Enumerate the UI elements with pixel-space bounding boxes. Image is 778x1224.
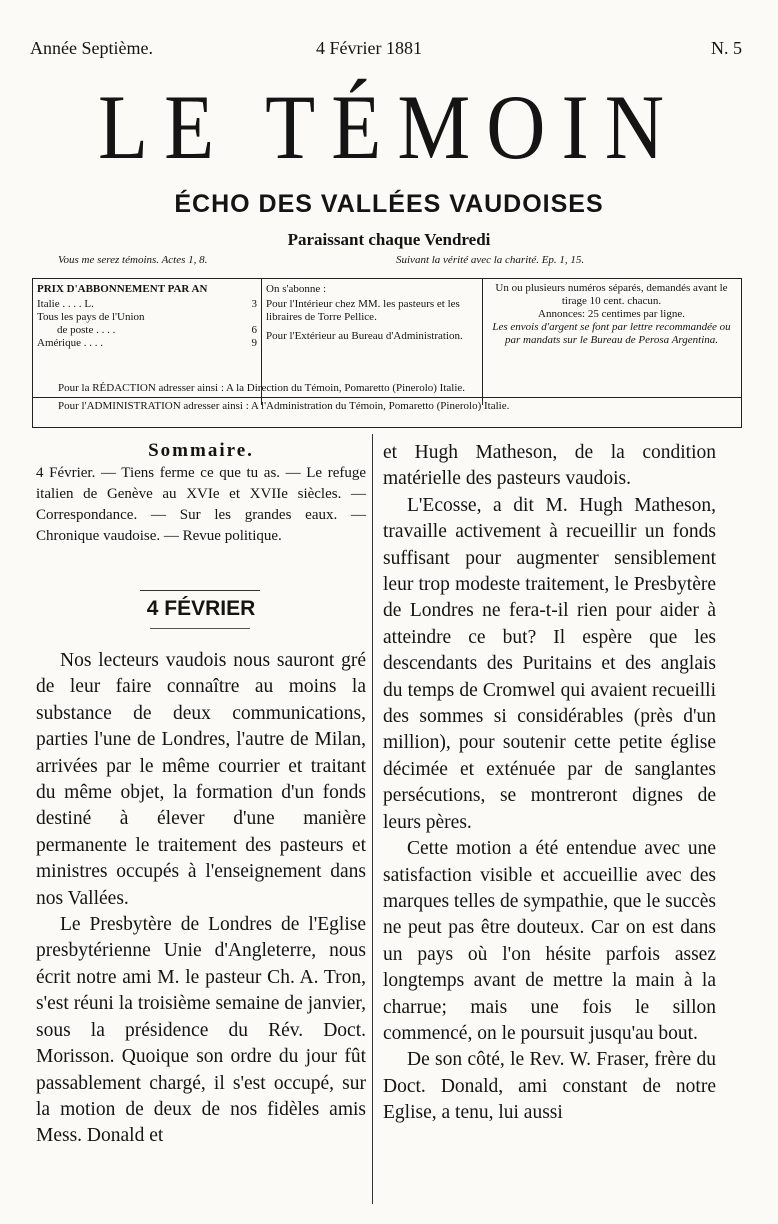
heading-rule xyxy=(140,590,260,591)
article-column-1 xyxy=(36,648,366,1150)
single-issues-note: Un ou plusieurs numéros séparés, demandés avant le tirage 10 cent. chacun. xyxy=(495,282,728,307)
year-label: Année Septième. xyxy=(30,38,153,58)
masthead-subtitle: ÉCHO DES VALLÉES VAUDOISES xyxy=(174,190,604,218)
box-divider xyxy=(33,397,741,398)
column-rule xyxy=(372,434,373,1204)
price-row: Tous les pays de l'Union xyxy=(37,311,145,323)
notes-column xyxy=(482,279,741,403)
advert-note: Annonces: 25 centimes par ligne. xyxy=(538,308,685,320)
motto-left: Vous me serez témoins. Actes 1, 8. xyxy=(58,254,208,266)
subscribe-interior: Pour l'Intérieur chez MM. les pasteurs et les libraires de Torre Pellice. xyxy=(266,298,460,323)
article-paragraph: Le Presbytère de Londres de l'Eglise presbytérienne Unie d'Angleterre, nous écrit notre ami M. le pasteur Ch. A. Tron, s'est réuni la troisième semaine de janvier, sous la présidence du Rév. Doct. Morisson. Quoique son ordre du jour fût passablement chargé, il s'est occupé, sur la motion de deux de nos fidèles amis Mess. Donald et xyxy=(36,914,366,1147)
article-paragraph: L'Ecosse, a dit M. Hugh Matheson, travaille activement à recueillir un fonds suffisant pour augmenter sensiblement leur trop modeste traitement, le Presbytère de Londres ne fera-t-il rien pour aider à atteindre ce but? Il espère que les descendants des Puritains et des anglais du temps de Cromwel qui avaient recueilli des sommes si considérables (près d'un million), pour soutenir cette petite église décimée et exténuée par de sanglantes persécutions, se montreront dignes de leurs pères. xyxy=(383,494,716,833)
issue-date: 4 Février 1881 xyxy=(316,38,422,58)
price-row: Italie . . . . L. 3 xyxy=(37,298,257,310)
summary-text: 4 Février. — Tiens ferme ce que tu as. — Le refuge italien de Genève au XVIe et XVIIe siècles. — Correspondance. — Sur les grandes eaux. — Chronique vaudoise. — Revue politique. xyxy=(36,465,366,544)
masthead-title: LE TÉMOIN xyxy=(97,76,681,179)
summary-title: Sommaire. xyxy=(148,440,254,461)
administration-address: Pour l'ADMINISTRATION adresser ainsi : A l'Administration du Témoin, Pomaretto (Pinerolo) Italie. xyxy=(58,400,510,412)
payment-note: Les envois d'argent se font par lettre recommandée ou par mandats sur le Bureau de Perosa Argentina. xyxy=(492,321,731,346)
article-heading: 4 FÉVRIER xyxy=(146,597,256,620)
article-paragraph: Cette motion a été entendue avec une satisfaction visible et accueillie avec des marques telles de sympathie, que le succès ne peut pas être douteux. Car on est dans un pays où l'on hésite parfois assez longtemps avant de mettre la main à la charrue; mais une fois le sillon commencé, on le poursuit jusqu'au bout. xyxy=(383,838,717,1044)
heading-underline xyxy=(150,628,250,629)
subscribe-exterior: Pour l'Extérieur au Bureau d'Administration. xyxy=(266,330,463,342)
price-title: PRIX D'ABBONNEMENT PAR AN xyxy=(37,283,208,295)
summary-block xyxy=(36,440,366,547)
periodicity: Paraissant chaque Vendredi xyxy=(287,230,491,249)
article-column-2 xyxy=(383,440,716,1127)
article-paragraph: et Hugh Matheson, de la condition matérielle des pasteurs vaudois. xyxy=(383,442,716,490)
subscribe-intro: On s'abonne : xyxy=(266,283,327,295)
article-paragraph: De son côté, le Rev. W. Fraser, frère du Doct. Donald, ami constant de notre Eglise, a tenu, lui aussi xyxy=(383,1049,716,1124)
article-paragraph: Nos lecteurs vaudois nous sauront gré de leur faire connaître au moins la substance de deux communications, parties l'une de Londres, l'autre de Milan, arrivées par le même courrier et traitant du même objet, la formation d'un fonds destiné à élever d'une manière permanente le traitement des pasteurs et ministres occupés à l'enseignement dans nos Vallées. xyxy=(36,650,366,909)
price-row: Amérique . . . . 9 xyxy=(37,337,257,349)
motto-right: Suivant la vérité avec la charité. Ep. 1, 15. xyxy=(396,254,585,266)
price-row: de poste . . . . 6 xyxy=(57,324,257,336)
issue-number: N. 5 xyxy=(711,38,742,58)
redaction-address: Pour la RÉDACTION adresser ainsi : A la Direction du Témoin, Pomaretto (Pinerolo) Italie. xyxy=(58,382,466,394)
